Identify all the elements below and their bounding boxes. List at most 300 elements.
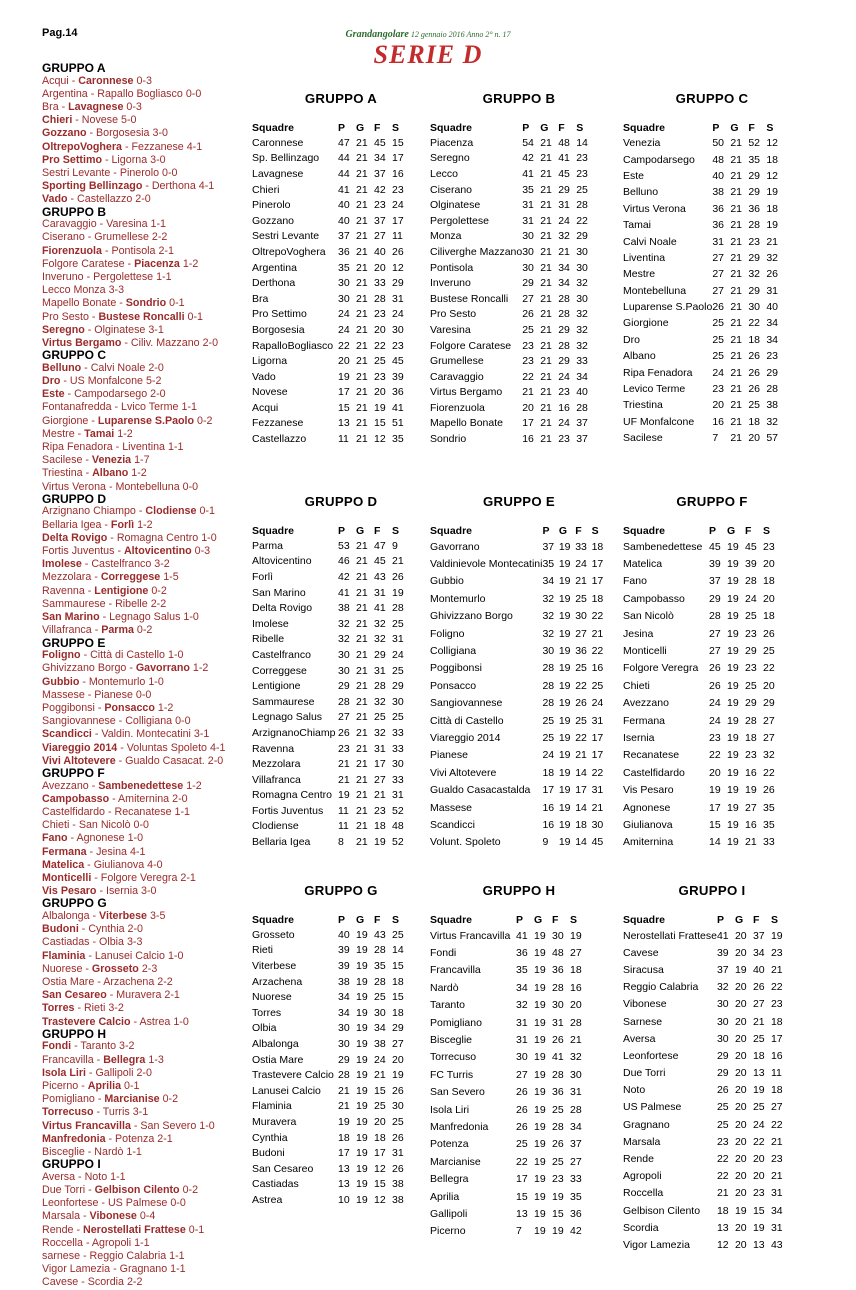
stat-cell: 19: [752, 1221, 765, 1234]
standings-title: GRUPPO E: [482, 494, 555, 509]
team-name: Argentina: [252, 261, 297, 274]
stat-cell: 41: [374, 602, 386, 615]
home-team: Torres: [42, 1002, 75, 1015]
stat-cell: 21: [356, 401, 368, 414]
stat-cell: 25: [392, 664, 404, 677]
team-name: Virtus Bergamo: [430, 386, 503, 399]
stat-cell: 18: [748, 333, 761, 346]
away-team: Gallipoli: [95, 1066, 134, 1079]
table-row: [430, 642, 608, 659]
stat-cell: 35: [522, 183, 534, 196]
team-name: Pergolettese: [430, 214, 489, 227]
stat-cell: 20: [734, 1187, 747, 1200]
home-team: Ripa Fenadora: [42, 441, 113, 454]
stat-cell: 21: [356, 152, 368, 165]
table-row: [252, 974, 410, 990]
team-name: Agropoli: [623, 1170, 662, 1183]
table-row: [252, 632, 410, 648]
table-row: [252, 151, 410, 167]
match-score: 4-1: [209, 741, 226, 754]
stat-cell: 20: [734, 1238, 747, 1251]
column-header: Squadre: [252, 121, 295, 134]
column-header: G: [730, 121, 739, 134]
section-title: SERIE D: [373, 40, 483, 69]
away-team: Grosseto: [91, 962, 139, 975]
team-name: Folgore Caratese: [430, 339, 512, 352]
stat-cell: 33: [392, 726, 404, 739]
stat-cell: 21: [356, 386, 368, 399]
stat-cell: 19: [534, 1173, 546, 1186]
table-row: [252, 788, 410, 804]
table-row: [430, 799, 608, 816]
stat-cell: 26: [763, 627, 775, 640]
stat-cell: 29: [558, 183, 570, 196]
stat-cell: 20: [734, 1170, 747, 1183]
match-score: 3-3: [126, 936, 143, 949]
stat-cell: 21: [540, 183, 552, 196]
stat-cell: 26: [766, 268, 779, 281]
team-name: Belluno: [623, 186, 659, 199]
table-row: [430, 431, 594, 447]
away-team: Olginatese: [94, 323, 146, 336]
home-team: Leonfortese: [42, 1197, 99, 1210]
table-row: [252, 569, 410, 585]
stat-cell: 27: [575, 627, 587, 640]
away-team: Pergolettese: [93, 271, 154, 284]
table-row: [430, 1014, 588, 1031]
stat-cell: 28: [570, 1103, 582, 1116]
stat-cell: 21: [374, 789, 386, 802]
match-result: Foligno - Città di Castello 1-0: [42, 649, 184, 662]
table-row: [623, 1185, 789, 1202]
stat-cell: 17: [542, 784, 555, 797]
team-name: Este: [623, 169, 645, 182]
team-name: Varesina: [430, 323, 471, 336]
table-row: [430, 764, 608, 781]
stat-cell: 21: [730, 137, 743, 150]
stat-cell: 16: [712, 415, 725, 428]
away-team: Luparense S.Paolo: [97, 414, 195, 427]
team-name: Rende: [623, 1153, 654, 1166]
stat-cell: 23: [522, 355, 534, 368]
home-team: Bellaria Igea: [42, 518, 102, 531]
table-row: [623, 712, 781, 729]
column-header: Squadre: [252, 524, 295, 537]
stat-cell: 21: [392, 555, 404, 568]
stat-cell: 30: [338, 292, 350, 305]
match-score: 1-2: [117, 427, 133, 440]
match-score: 1-2: [157, 701, 174, 714]
stat-cell: 19: [356, 1162, 368, 1175]
away-team: Derthona: [151, 180, 196, 193]
team-name: ArzignanoChiamp: [252, 726, 336, 739]
team-name: Viterbese: [252, 959, 297, 972]
stat-cell: 43: [374, 928, 386, 941]
stat-cell: 30: [552, 999, 564, 1012]
home-team: Ciserano: [42, 231, 85, 244]
match-result: sarnese - Reggio Calabria 1-1: [42, 1250, 185, 1262]
home-team: Mestre: [42, 427, 75, 440]
team-name: Clodiense: [252, 820, 299, 833]
match-score: 1-3: [148, 1053, 164, 1066]
match-result: Bisceglie - Nardò 1-1: [42, 1145, 142, 1158]
team-name: Marcianise: [430, 1155, 481, 1168]
home-team: Bisceglie: [42, 1145, 85, 1158]
away-team: US Palmese: [107, 1197, 168, 1210]
table-row: [252, 307, 410, 323]
home-team: Torrecuso: [42, 1106, 94, 1119]
team-name: Sestri Levante: [252, 230, 320, 243]
table-row: [252, 353, 410, 369]
team-name: Forlì: [252, 570, 273, 583]
home-team: Francavilla: [42, 1053, 94, 1066]
match-result: OltrepoVoghera - Fezzanese 4-1: [42, 140, 203, 153]
team-name: San Nicolò: [623, 610, 674, 623]
stat-cell: 19: [338, 789, 350, 802]
match-score: 4-1: [129, 845, 146, 858]
team-name: Parma: [252, 539, 283, 552]
stat-cell: 19: [558, 575, 571, 588]
home-team: Cavese: [42, 1276, 79, 1289]
column-header: F: [748, 121, 755, 134]
stat-cell: 21: [356, 789, 368, 802]
team-name: Virtus Verona: [623, 202, 686, 215]
table-row: [430, 291, 594, 307]
stat-cell: 17: [516, 1173, 528, 1186]
stat-cell: 14: [575, 836, 587, 849]
match-result: Ghivizzano Borgo - Gavorrano 1-2: [42, 662, 209, 675]
stat-cell: 32: [542, 592, 555, 605]
standings-gruppo-h: [430, 883, 608, 1240]
table-row: [430, 353, 594, 369]
match-score: 0-0: [182, 480, 199, 493]
team-name: Manfredonia: [430, 1120, 489, 1133]
stat-cell: 21: [356, 199, 368, 212]
stat-cell: 45: [392, 355, 404, 368]
table-row: [623, 816, 781, 833]
team-name: Isernia: [623, 731, 655, 744]
stat-cell: 28: [748, 219, 761, 232]
home-team: sarnese: [42, 1250, 81, 1262]
match-score: 2-1: [157, 1132, 173, 1145]
table-row: [430, 1188, 588, 1205]
match-score: 0-3: [194, 545, 211, 558]
stat-cell: 30: [576, 292, 588, 305]
team-name: Venezia: [623, 137, 661, 150]
table-row: [252, 1114, 410, 1130]
home-team: Virtus Francavilla: [42, 1119, 131, 1132]
stat-cell: 35: [374, 959, 386, 972]
stat-cell: 36: [338, 245, 350, 258]
home-team: Marsala: [42, 1210, 81, 1223]
stat-cell: 19: [766, 186, 779, 199]
stat-cell: 35: [763, 818, 775, 831]
stat-cell: 20: [734, 1032, 747, 1045]
match-score: 0-0: [175, 715, 191, 728]
stat-cell: 25: [575, 592, 587, 605]
stat-cell: 19: [534, 1207, 546, 1220]
team-name: Montemurlo: [430, 592, 486, 605]
away-team: Castellazzo: [77, 193, 133, 206]
stat-cell: 13: [752, 1238, 765, 1251]
table-row: [252, 772, 410, 788]
stat-cell: 14: [575, 766, 587, 779]
table-row: [252, 197, 410, 213]
match-result: Pro Sesto - Bustese Roncalli 0-1: [42, 310, 203, 323]
stat-cell: 29: [748, 284, 761, 297]
team-name: Borgosesia: [252, 323, 305, 336]
away-team: Campodarsego: [74, 388, 148, 401]
stat-cell: 21: [540, 386, 552, 399]
team-name: Cavese: [623, 946, 659, 959]
stat-cell: 32: [748, 268, 761, 281]
stat-cell: 41: [716, 929, 729, 942]
match-result: Mestre - Tamai 1-2: [42, 427, 133, 440]
stat-cell: 12: [392, 261, 404, 274]
match-score: 2-0: [136, 1066, 152, 1079]
stat-cell: 21: [730, 301, 743, 314]
stat-cell: 35: [338, 261, 350, 274]
stat-cell: 12: [716, 1238, 729, 1251]
stat-cell: 36: [516, 947, 528, 960]
home-team: Triestina: [42, 467, 83, 480]
team-name: Muravera: [252, 1115, 297, 1128]
results-group-title: GRUPPO A: [42, 61, 106, 75]
stat-cell: 53: [338, 539, 350, 552]
column-header: Squadre: [252, 913, 295, 926]
stat-cell: 26: [392, 1162, 404, 1175]
table-row: [623, 201, 784, 217]
column-header: P: [712, 121, 720, 134]
stat-cell: 16: [392, 167, 404, 180]
stat-cell: 37: [338, 230, 350, 243]
stat-cell: 18: [716, 1204, 729, 1217]
stat-cell: 17: [522, 417, 534, 430]
match-score: 3-2: [154, 558, 170, 571]
team-name: Villafranca: [252, 773, 301, 786]
stat-cell: 19: [356, 1037, 368, 1050]
away-team: Potenza: [115, 1132, 155, 1145]
column-header: F: [374, 524, 381, 537]
match-result: Arzignano Chiampo - Clodiense 0-1: [42, 505, 215, 518]
table-row: [252, 213, 410, 229]
home-team: Folgore Caratese: [42, 257, 125, 270]
stat-cell: 21: [356, 602, 368, 615]
match-result: Francavilla - Bellegra 1-3: [42, 1053, 164, 1066]
stat-cell: 17: [591, 558, 604, 571]
stat-cell: 21: [522, 386, 534, 399]
stat-cell: 19: [727, 575, 739, 588]
match-result: Aversa - Noto 1-1: [42, 1170, 126, 1183]
stat-cell: 32: [542, 610, 555, 623]
stat-cell: 48: [558, 136, 570, 149]
stat-cell: 40: [374, 245, 386, 258]
match-score: 0-3: [126, 101, 142, 113]
away-team: Astrea: [139, 1015, 171, 1028]
standings-gruppo-e: [430, 494, 608, 851]
stat-cell: 16: [770, 1049, 783, 1062]
stat-cell: 26: [709, 662, 721, 675]
match-result: Torres - Rieti 3-2: [42, 1002, 124, 1015]
stat-cell: 19: [356, 1084, 368, 1097]
away-team: Jesina: [96, 845, 127, 858]
results-group-title: GRUPPO H: [42, 1026, 107, 1041]
home-team: Fontanafredda: [42, 401, 112, 414]
team-name: Pontisola: [430, 261, 474, 274]
table-row: [623, 1202, 789, 1219]
table-row: [430, 997, 588, 1014]
team-name: Isola Liri: [430, 1103, 470, 1116]
stat-cell: 48: [392, 820, 404, 833]
stat-cell: 32: [374, 726, 386, 739]
table-row: [252, 678, 410, 694]
issue-info: 12 gennaio 2016 Anno 2° n. 17: [410, 30, 511, 39]
match-result: Trastevere Calcio - Astrea 1-0: [42, 1015, 189, 1028]
stat-cell: 28: [558, 339, 570, 352]
stat-cell: 28: [745, 575, 757, 588]
match-score: 1-0: [127, 832, 144, 845]
team-name: Potenza: [430, 1138, 469, 1151]
stat-cell: 19: [558, 749, 571, 762]
stat-cell: 23: [576, 152, 588, 165]
stat-cell: 50: [712, 137, 725, 150]
team-name: Giorgione: [623, 317, 669, 330]
team-name: Novese: [252, 386, 288, 399]
match-score: 0-0: [135, 688, 152, 701]
stat-cell: 21: [356, 695, 368, 708]
stat-cell: 34: [576, 370, 588, 383]
stat-cell: 26: [709, 679, 721, 692]
stat-cell: 21: [356, 167, 368, 180]
away-team: Liventina: [122, 441, 165, 454]
column-header: F: [374, 913, 381, 926]
match-result: Castiadas - Olbia 3-3: [42, 936, 143, 949]
stat-cell: 19: [534, 1034, 546, 1047]
stat-cell: 24: [752, 1118, 765, 1131]
match-score: 1-7: [134, 454, 150, 467]
team-name: Cynthia: [252, 1131, 288, 1144]
match-score: 4-0: [147, 858, 163, 871]
match-score: 3-2: [108, 1002, 124, 1015]
table-row: [623, 184, 784, 200]
stat-cell: 31: [570, 1086, 582, 1099]
stat-cell: 21: [540, 417, 552, 430]
team-name: Bisceglie: [430, 1034, 473, 1047]
match-score: 2-0: [202, 337, 219, 350]
away-team: Ribelle: [115, 597, 148, 610]
stat-cell: 45: [374, 136, 386, 149]
away-team: Nerostellati Frattese: [83, 1223, 186, 1236]
stat-cell: 22: [770, 1118, 783, 1131]
match-result: Vigor Lamezia - Gragnano 1-1: [42, 1263, 186, 1276]
stat-cell: 19: [558, 784, 571, 797]
stat-cell: 16: [558, 401, 570, 414]
team-name: Pro Settimo: [252, 308, 307, 321]
stat-cell: 38: [392, 1178, 404, 1191]
stat-cell: 40: [338, 199, 350, 212]
stat-cell: 23: [522, 339, 534, 352]
stat-cell: 17: [770, 1032, 783, 1045]
table-row: [252, 166, 410, 182]
stat-cell: 24: [392, 199, 404, 212]
stat-cell: 26: [392, 245, 404, 258]
match-result: Flaminia - Lanusei Calcio 1-0: [42, 949, 184, 962]
team-name: Sondrio: [430, 433, 467, 446]
stat-cell: 35: [542, 558, 555, 571]
stat-cell: 27: [338, 711, 350, 724]
stat-cell: 14: [392, 944, 404, 957]
match-result: Manfredonia - Potenza 2-1: [42, 1132, 173, 1145]
match-result: Ripa Fenadora - Liventina 1-1: [42, 441, 184, 454]
table-row: [252, 1192, 410, 1208]
match-result: Vado - Castellazzo 2-0: [42, 193, 151, 206]
stat-cell: 28: [745, 714, 757, 727]
away-team: Clodiense: [145, 505, 197, 518]
stat-cell: 22: [374, 339, 386, 352]
stat-cell: 12: [374, 433, 386, 446]
column-header: F: [558, 121, 565, 134]
match-result: Este - Campodarsego 2-0: [42, 388, 166, 401]
table-row: [430, 695, 608, 712]
table-row: [252, 710, 410, 726]
stat-cell: 28: [338, 1069, 350, 1082]
stat-cell: 19: [338, 1115, 350, 1128]
stat-cell: 19: [534, 1120, 546, 1133]
match-score: 0-2: [136, 624, 153, 637]
stat-cell: 19: [727, 627, 739, 640]
match-result: Villafranca - Parma 0-2: [42, 624, 153, 637]
match-score: 3-0: [141, 885, 157, 898]
stat-cell: 26: [752, 981, 765, 994]
stat-cell: 26: [516, 1103, 528, 1116]
stat-cell: 42: [374, 183, 386, 196]
team-name: Pianese: [430, 749, 468, 762]
stat-cell: 32: [716, 981, 729, 994]
team-name: Lavagnese: [252, 167, 304, 180]
table-row: [623, 927, 789, 944]
stat-cell: 25: [763, 645, 775, 658]
team-name: Foligno: [430, 627, 465, 640]
home-team: San Marino: [42, 611, 100, 624]
table-row: [623, 573, 781, 590]
home-team: San Cesareo: [42, 989, 107, 1002]
stat-cell: 34: [558, 277, 570, 290]
stat-cell: 19: [734, 1204, 747, 1217]
stat-cell: 31: [591, 784, 604, 797]
standings-gruppo-c: [623, 91, 801, 446]
team-name: Roccella: [623, 1187, 664, 1200]
table-row: [623, 348, 784, 364]
stat-cell: 19: [534, 999, 546, 1012]
stat-cell: 13: [338, 1162, 350, 1175]
team-name: Aprilia: [430, 1190, 460, 1203]
stat-cell: 21: [540, 355, 552, 368]
table-row: [430, 1136, 588, 1153]
match-result: Caravaggio - Varesina 1-1: [42, 218, 166, 231]
away-team: Noto: [84, 1170, 108, 1183]
table-row: [430, 927, 588, 944]
stat-cell: 33: [576, 355, 588, 368]
team-name: Fermana: [623, 714, 666, 727]
table-row: [430, 307, 594, 323]
table-row: [623, 625, 781, 642]
stat-cell: 31: [552, 1016, 564, 1029]
stat-cell: 19: [338, 370, 350, 383]
stat-cell: 37: [374, 214, 386, 227]
column-header: Squadre: [430, 524, 473, 537]
column-header: P: [542, 524, 550, 537]
away-team: Rapallo Bogliasco: [97, 87, 183, 100]
